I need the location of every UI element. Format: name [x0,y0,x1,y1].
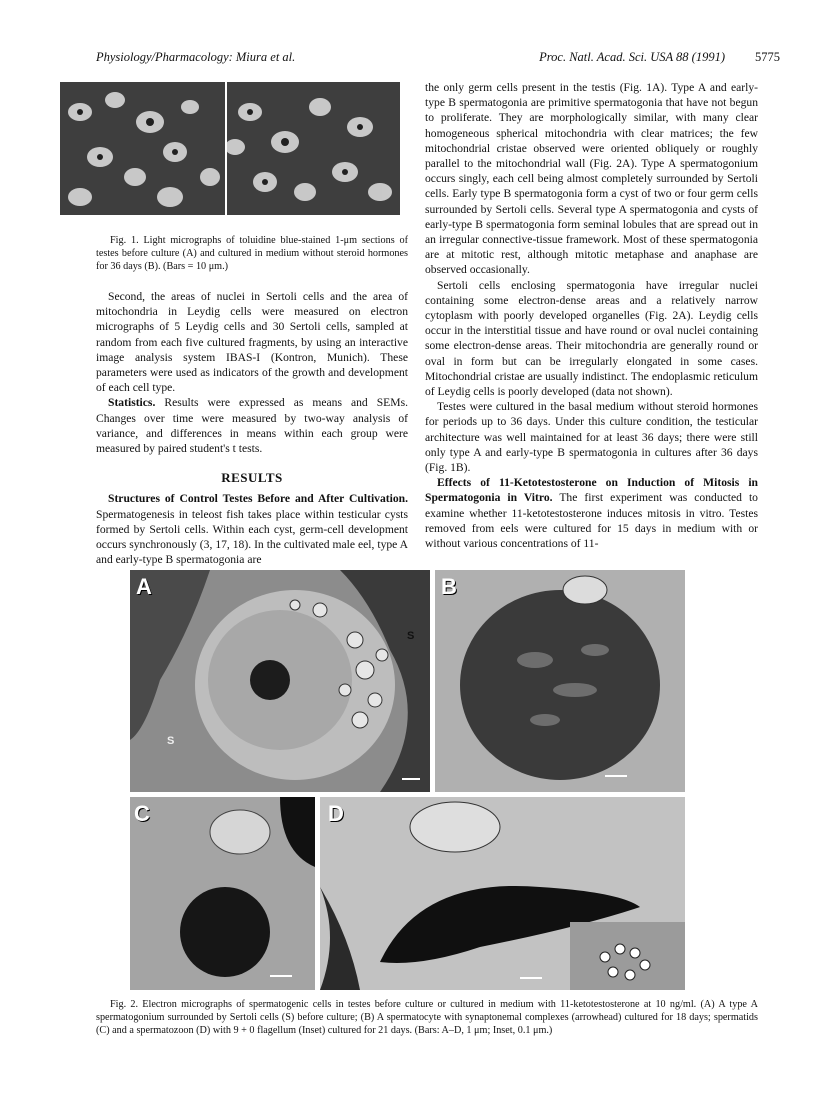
running-header-left: Physiology/Pharmacology: Miura et al. [96,50,296,64]
panel-c-texture [130,797,315,990]
effects-subheading: Effects of 11-Ketotestosterone on Induction of Mitosis in Spermatogonia in Vitro. [425,476,758,505]
sertoli-label: S [167,735,175,747]
figure-2-panel-a [130,570,430,792]
paragraph: Statistics. Results were expressed as means and SEMs. Changes over time were measured by two-way analysis of variance, and differences in means within each group were measured by paired student's t tests. [96,396,408,456]
paragraph: Sertoli cells enclosing spermatogonia have irregular nuclei containing some electron-dense areas and a relatively narrow cytoplasm with poorly developed organelles (Fig. 2A). Leydig cells occur in the interstitial tissue and have round or oval nuclei containing some electron-dense areas. Their mitochondria are generally round or oval in form but can be irregularly elongated in some cases. Mitochondrial cristae are usually indistinct. The endoplasmic reticulum of Leydig cells is poorly developed (data not shown). [425,278,758,399]
structures-subheading: Structures of Control Testes Before and After Cultivation. [108,492,408,506]
paragraph: Testes were cultured in the basal medium without steroid hormones for periods up to 36 days. Under this culture condition, the testicular architecture was well maintained for at least 36 days; there were still only type A and early-type B spermatogonia in cultures after 36 days (Fig. 1B). [425,400,758,475]
running-header-right [539,50,780,65]
sertoli-label: S [407,630,415,642]
figure-1-caption: Fig. 1. Light micrographs of toluidine blue-stained 1-μm sections of testes before culture (A) and cultured in medium without steroid hormones for 36 days (B). (Bars = 10 μm.) [96,235,408,272]
panel-label-d: D [328,801,344,826]
panel-b-texture [435,570,685,792]
left-column [96,289,408,567]
paragraph: Structures of Control Testes Before and After Cultivation. Spermatogenesis in teleost fish takes place within testicular cysts formed by Sertoli cells. Within each cyst, germ-cell development occurs synchronously (3, 17, 18). In the cultivated male eel, type A and early-type B spermatogonia are [96,492,408,567]
paragraph: Second, the areas of nuclei in Sertoli cells and the area of mitochondria in Leydig cells were measured on electron micrographs of 5 Leydig cells and 30 Sertoli cells, sampled at random from each five cultured fragments, by using an interactive image analysis system IBAS-I (Kontron, Munich). These parameters were used as indicators of the growth and development of each cell type. [96,290,408,395]
page-number: 5775 [755,50,780,64]
figure-1-micrograph [60,82,400,215]
panel-label-a: A [136,574,152,599]
right-column [425,80,758,551]
statistics-subheading: Statistics. [108,396,156,410]
figure-2-panel-d [320,797,685,990]
figure-2-panel-c [130,797,315,990]
paragraph: Effects of 11-Ketotestosterone on Induction of Mitosis in Spermatogonia in Vitro. The first experiment was conducted to examine whether 11-ketotestosterone induces mitosis in vitro. Testes removed from eels were cultured for 15 days in medium with or without various concentrations of 11- [425,476,758,551]
paragraph: the only germ cells present in the testis (Fig. 1A). Type A and early-type B spermatogonia are primitive spermatogonia that have not begun to proliferate. They are morphologically similar, with many clear homogeneous spherical mitochondria with clear matrices; the few mitochondrial cristae observed were oriented obliquely or roughly parallel to the mitochondrial wall (Fig. 2A). Type A spermatogonium occurs singly, each cell being almost completely surrounded by Sertoli cells. Early type B spermatogonia form a cyst of two or four germ cells surrounded by Sertoli cells. Several type A spermatogonia and cysts of early-type B spermatogonia form seminal lobules that are spread out in an irregular connective-tissue framework. Most of these spermatogonia are at mitotic rest, although mitotic metaphase and anaphase are observed occasionally. [425,81,758,277]
panel-label-b: B [441,574,457,599]
figure-1-texture [60,82,400,215]
panel-d-texture [320,797,685,990]
figure-2-caption: Fig. 2. Electron micrographs of spermatogenic cells in testes before culture or cultured in medium with 11-ketotestosterone at 10 ng/ml. (A) A type A spermatogonium surrounded by Sertoli cells (S) before culture; (B) A spermatocyte with synaptonemal complexes (arrowhead) cultured for 18 days; spermatids (C) and a spermatozoon (D) with 9 + 0 flagellum (Inset) cultured for 21 days. (Bars: A–D, 1 μm; Inset, 0.1 μm.) [96,999,758,1036]
panel-a-texture [130,570,430,792]
journal-citation: Proc. Natl. Acad. Sci. USA 88 (1991) [539,50,725,64]
results-heading: RESULTS [221,470,283,486]
panel-label-c: C [134,801,150,826]
figure-2-panel-b [435,570,685,792]
